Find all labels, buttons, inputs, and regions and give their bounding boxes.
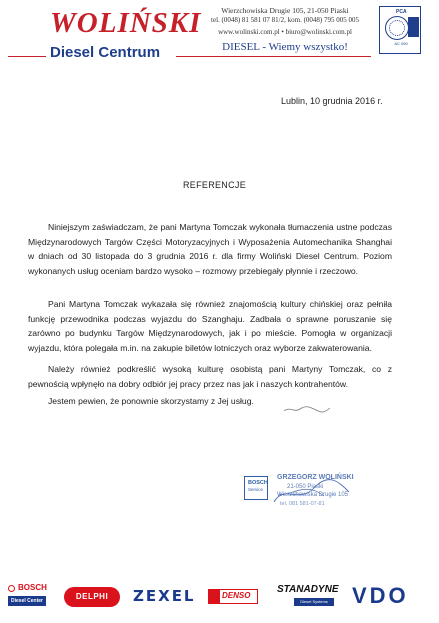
footer-delphi-logo: DELPHI xyxy=(64,587,120,607)
footer-stanadyne-logo: STANADYNE xyxy=(277,584,339,595)
badge-label: PCA xyxy=(396,9,407,15)
letter-paragraph-1: Niniejszym zaświadczam, że pani Martyna Tomczak wykonała tłumaczenia ustne podczas Międzynarodowych Targów Części Motoryzacyjnych i Wyposażenia Automechanika Shanghai w dniach od 30 listopada do 3 grudnia 2016 r. dla firmy Woliński Diesel Centrum. Poziom wykonanych usług oceniam bardzo wysoko – rozmowy przebiegały płynnie i rzeczowo. xyxy=(28,222,392,276)
badge-code: AC 090 xyxy=(394,41,408,46)
certification-badge xyxy=(379,6,421,54)
header-divider-left xyxy=(8,56,46,57)
letter-paragraph-2: Pani Martyna Tomczak wykazała się również znajomością kultury chińskiej oraz pełniła funkcję przewodnika podczas wyjazdu do Szanghaju. Zadbała o sprawne poruszanie się zarówno po budynku Targów Międzynarodowych, jak i po mieście. Pomogła w organizacji wyjazdu, która polegała m.in. na zakupie biletów lotniczych oraz wyborze zakwaterowania. xyxy=(28,299,392,353)
letter-date: Lublin, 10 grudnia 2016 r. xyxy=(281,96,383,106)
badge-seal-inner-icon xyxy=(389,20,405,36)
company-tagline: DIESEL - Wiemy wszystko! xyxy=(222,41,348,53)
footer-denso-logo: DENSO xyxy=(222,591,251,600)
footer-bosch-subtitle: Diesel Center xyxy=(8,596,46,606)
signature-mark-icon xyxy=(282,402,332,416)
stamp-service: Service xyxy=(248,487,264,492)
bosch-logo-icon xyxy=(8,585,15,592)
stamp-phone: tel. 081 581-07-81 xyxy=(280,501,325,507)
header-divider-right xyxy=(176,56,371,57)
company-logo-subtitle: Diesel Centrum xyxy=(50,44,161,61)
company-address: Wierzchowiska Drugie 105, 21-050 Piaski xyxy=(221,6,349,15)
stamp-brand: BOSCH xyxy=(248,480,268,486)
letter-title: REFERENCJE xyxy=(183,180,247,190)
denso-logo-icon xyxy=(208,589,220,604)
company-logo-name: WOLIŃSKI xyxy=(50,7,202,39)
company-web-email: www.wolinski.com.pl • biuro@wolinski.com.pl xyxy=(218,28,352,36)
footer-stanadyne-subtitle: Diesel Systems xyxy=(294,598,334,606)
stamp-street: Wierzchowiska Drugie 105 xyxy=(277,492,349,498)
stamp-owner-name: GRZEGORZ WOLIŃSKI xyxy=(277,474,354,481)
letter-paragraph-3: Należy również podkreślić wysoką kulturę osobistą pani Martyny Tomczak, co z pewnością wpłynęło na dobry odbiór jej pracy przez nas jak i naszych kontrahentów. xyxy=(28,364,392,389)
letter-paragraph-4: Jestem pewien, że ponownie skorzystamy z Jej usług. xyxy=(48,396,254,406)
footer-bosch-logo: BOSCH xyxy=(18,583,47,592)
footer-vdo-logo: VDO xyxy=(352,583,409,608)
footer-zexel-logo: ZEXEL xyxy=(133,587,196,605)
company-phones: tel. (0048) 81 581 07 81/2, kom. (0048) 795 005 005 xyxy=(211,16,359,24)
badge-mark-icon xyxy=(408,17,419,37)
stamp-postcode: 21-050 Piaski xyxy=(287,484,324,490)
